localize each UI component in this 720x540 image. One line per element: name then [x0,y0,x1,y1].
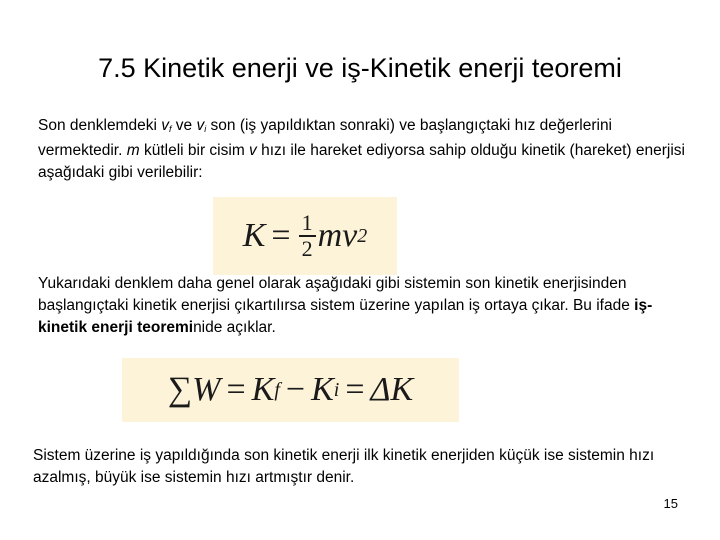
formula-equals: = [345,371,365,408]
formula-fraction [299,212,316,260]
kinetic-energy-formula [213,197,397,275]
formula-w: W [192,371,221,408]
slide-title: 7.5 Kinetik enerji ve iş-Kinetik enerji teoremi [98,53,622,83]
paragraph-velocities [38,115,698,184]
symbol-v: v [196,117,205,134]
page-number: 15 [663,496,678,511]
formula-k: K [242,217,266,254]
formula-equals: = [271,217,291,254]
formula-kf: K [251,371,275,408]
formula-exponent: 2 [357,224,368,247]
bold-term: iş-kinetik enerji teoremi [38,297,653,336]
formula-mv: mv [317,217,358,254]
work-energy-theorem-formula [122,358,459,422]
formula-sum: ∑ [167,371,193,408]
paragraph-work-energy [38,273,678,339]
formula-sub-i: i [333,378,340,401]
symbol-m: m [126,142,140,159]
text-run: kütleli bir cisim [139,142,250,159]
symbol-v: v [161,117,169,134]
formula-minus: − [285,371,306,408]
subscript-i: i [204,124,207,134]
subscript-f: f [168,124,172,134]
formula-sub-f: f [274,378,280,401]
text-run: nide açıklar. [193,319,276,336]
fraction-denominator: 2 [301,236,313,261]
fraction-numerator: 1 [299,212,316,237]
text-run: ve [171,117,197,134]
symbol-v: v [249,142,257,159]
text-run: Yukarıdaki denklem daha genel olarak aşağıdaki gibi sistemin son kinetik enerjisinden başlangıçtaki kinetik enerjisi çıkartılırsa sistem üzerine yapılan iş ortaya çıkar. Bu ifade [38,275,635,314]
paragraph-conclusion: Sistem üzerine iş yapıldığında son kinetik enerji ilk kinetik enerjiden küçük ise sistemin hızı azalmış, büyük ise sistemin hızı artmıştır denir. [33,447,655,486]
formula-equals: = [226,371,246,408]
text-run: hızı ile hareket ediyorsa sahip olduğu kinetik (hareket) enerjisi aşağıdaki gibi verilebilir: [38,142,685,181]
formula-delta-k: ΔK [370,371,414,408]
text-run: son (iş yapıldıktan sonraki) ve başlangıçtaki hız değerlerini vermektedir. [38,117,613,159]
formula-ki: K [311,371,334,408]
text-run: Son denklemdeki [38,117,162,134]
